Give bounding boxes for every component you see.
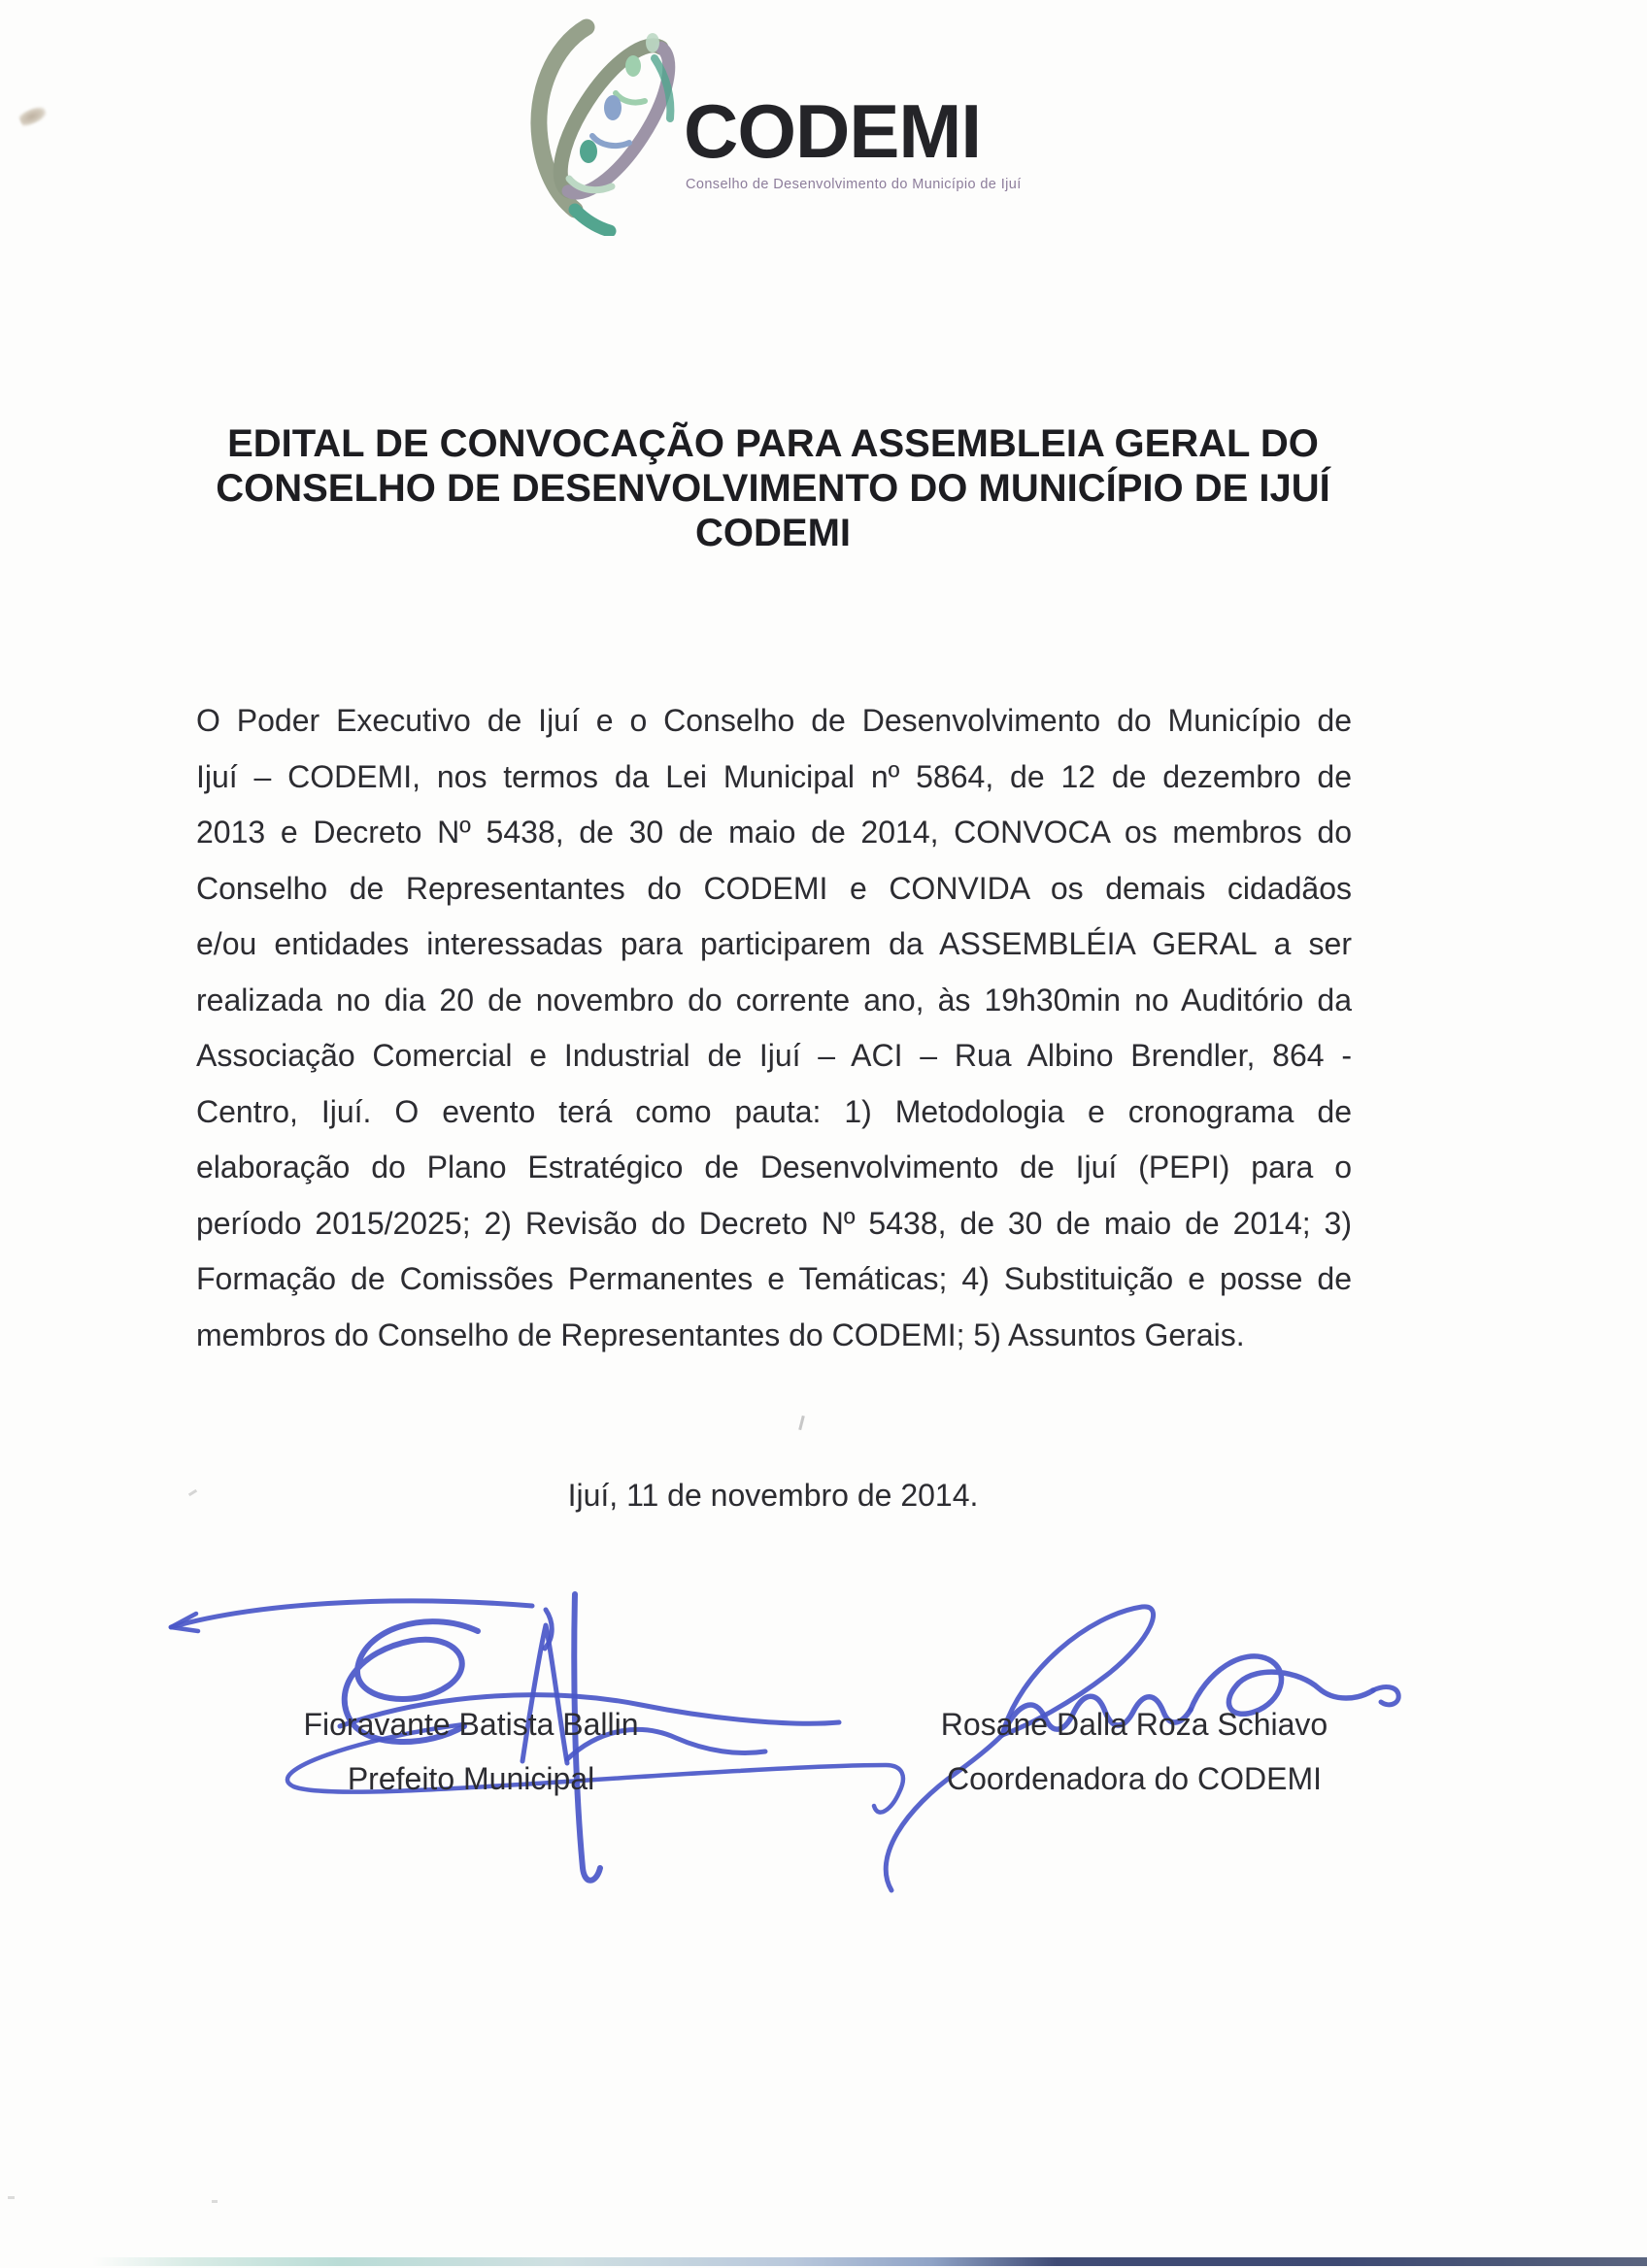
body-text-line: Associação Comercial e Industrial de Ijuí – ACI – Rua Albino Brendler, 864 -: [196, 1038, 1352, 1073]
scan-smudge-artifact: [17, 104, 49, 128]
body-paragraph: [196, 693, 1352, 1363]
scan-edge-artifact: [92, 2257, 1647, 2266]
codemi-logo-mark-icon: [521, 8, 695, 236]
body-text-line: elaboração do Plano Estratégico de Desenvolvimento de Ijuí (PEPI) para o: [196, 1150, 1352, 1184]
document-title: [194, 421, 1352, 555]
body-text-line: período 2015/2025; 2) Revisão do Decreto Nº 5438, de 30 de maio de 2014; 3): [196, 1205, 1352, 1241]
body-text-line: realizada no dia 20 de novembro do corrente ano, às 19h30min no Auditório da: [196, 982, 1352, 1017]
body-text-line: Centro, Ijuí. O evento terá como pauta: 1) Metodologia e cronograma de: [196, 1093, 1352, 1129]
signatory-name-left: Fioravante Batista Ballin: [303, 1707, 639, 1742]
signature-block-right: [843, 1705, 1426, 1798]
title-line-2: CONSELHO DE DESENVOLVIMENTO DO MUNICÍPIO DE IJUÍ: [216, 467, 1330, 510]
scan-speck: [212, 2200, 218, 2203]
date-line: Ijuí, 11 de novembro de 2014.: [567, 1478, 979, 1513]
signatory-role-right: Coordenadora do CODEMI: [947, 1761, 1322, 1796]
body-text-line: Ijuí – CODEMI, nos termos da Lei Municipal nº 5864, de 12 de dezembro de: [196, 758, 1352, 794]
scan-speck: [798, 1416, 805, 1430]
signatory-name-right: Rosane Dalla Roza Schiavo: [940, 1707, 1328, 1742]
title-line-1: EDITAL DE CONVOCAÇÃO PARA ASSEMBLEIA GERAL DO: [227, 422, 1319, 465]
body-text-line: e/ou entidades interessadas para participarem da ASSEMBLÉIA GERAL a ser: [196, 926, 1352, 961]
scan-speck: [8, 2196, 15, 2199]
signature-block-left: [180, 1705, 762, 1798]
logo-wordmark: CODEMI: [684, 88, 981, 174]
body-text-line: 2013 e Decreto Nº 5438, de 30 de maio de 2014, CONVOCA os membros do: [196, 815, 1352, 850]
body-text-line: O Poder Executivo de Ijuí e o Conselho de Desenvolvimento do Município de: [196, 703, 1352, 738]
body-text-line: membros do Conselho de Representantes do CODEMI; 5) Assuntos Gerais.: [196, 1317, 1245, 1352]
body-text-line: Formação de Comissões Permanentes e Temáticas; 4) Substituição e posse de: [196, 1261, 1352, 1296]
body-text-line: Conselho de Representantes do CODEMI e CONVIDA os demais cidadãos: [196, 870, 1352, 906]
signatory-role-left: Prefeito Municipal: [347, 1761, 595, 1796]
title-line-3: CODEMI: [695, 512, 851, 554]
logo-tagline: Conselho de Desenvolvimento do Município de Ijuí: [686, 177, 1022, 192]
